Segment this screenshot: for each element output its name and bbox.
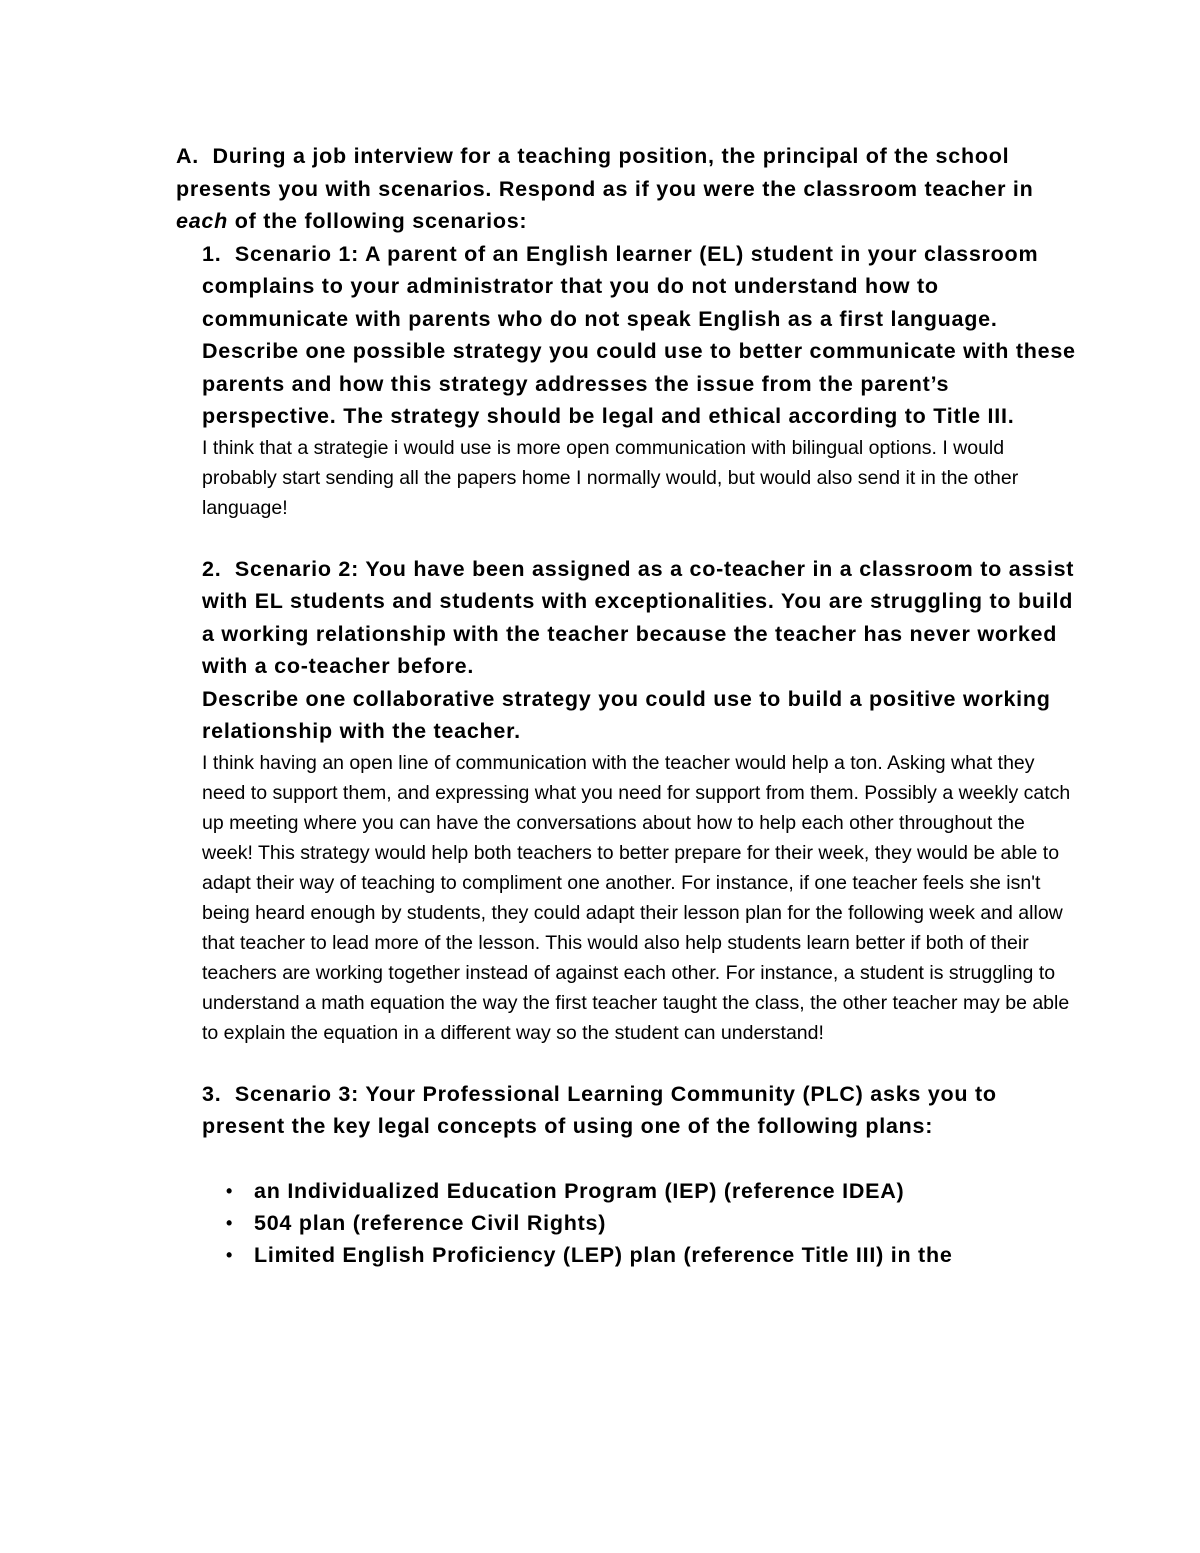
scenario-3 [202, 1078, 1076, 1271]
scenario-3-prompt [202, 1078, 1076, 1143]
section-a-intro-part2: of the following scenarios: [228, 209, 528, 233]
scenario-3-prompt-text: Scenario 3: Your Professional Learning Community (PLC) asks you to present the key legal concepts of using one of the following plans: [202, 1081, 997, 1138]
list-item-text: 504 plan (reference Civil Rights) [254, 1210, 607, 1235]
scenario-1 [202, 238, 1076, 523]
section-a-label: A. [176, 144, 199, 168]
scenario-3-number: 3. [202, 1081, 222, 1106]
list-item [224, 1175, 1076, 1207]
section-a-heading [176, 140, 1076, 238]
list-item-text: an Individualized Education Program (IEP) (reference IDEA) [254, 1178, 905, 1203]
list-item [224, 1207, 1076, 1239]
bullet-icon: • [226, 1180, 234, 1201]
plan-list [224, 1175, 1076, 1271]
bullet-icon: • [226, 1244, 234, 1265]
list-item-text: Limited English Proficiency (LEP) plan (reference Title III) in the [254, 1242, 953, 1267]
scenario-2-number: 2. [202, 556, 222, 581]
scenario-1-answer: I think that a strategie i would use is more open communication with bilingual options. I would probably start sending all the papers home I normally would, but would also send it in the other language! [202, 436, 1019, 519]
bullet-icon: • [226, 1212, 234, 1233]
scenario-1-prompt-text: Scenario 1: A parent of an English learner (EL) student in your classroom complains to your administrator that you do not understand how to communicate with parents who do not speak English as a first language. [202, 241, 1039, 331]
document-page [176, 140, 1076, 1271]
scenario-1-number: 1. [202, 241, 222, 266]
spacer [176, 1048, 1076, 1078]
section-a-intro-part1: During a job interview for a teaching position, the principal of the school presents you with scenarios. Respond as if you were the classroom teacher in [176, 144, 1034, 201]
scenario-1-task: Describe one possible strategy you could use to better communicate with these parents and how this strategy addresses the issue from the parent’s perspective. The strategy should be legal and ethical according to Title III. [202, 339, 1076, 428]
scenario-1-prompt [202, 238, 1076, 336]
list-item [224, 1239, 1076, 1271]
scenario-2 [202, 553, 1076, 1048]
spacer [202, 1143, 1076, 1175]
scenario-2-prompt [202, 553, 1076, 683]
scenario-2-answer: I think having an open line of communication with the teacher would help a ton. Asking what they need to support them, and expressing what you need for support from them. Possibly a weekly catch up meeting where you can have the conversations about how to help each other throughout the week! This strategy would help both teachers to better prepare for their week, they would be able to adapt their way of teaching to compliment one another. For instance, if one teacher feels she isn't being heard enough by students, they could adapt their lesson plan for the following week and allow that teacher to lead more of the lesson. This would also help students learn better if both of their teachers are working together instead of against each other. For instance, a student is struggling to understand a math equation the way the first teacher taught the class, the other teacher may be able to explain the equation in a different way so the student can understand! [202, 751, 1071, 1044]
scenario-2-prompt-text: Scenario 2: You have been assigned as a co-teacher in a classroom to assist with EL students and students with exceptionalities. You are struggling to build a working relationship with the teacher because the teacher has never worked with a co-teacher before. [202, 556, 1075, 678]
scenario-2-task: Describe one collaborative strategy you could use to build a positive working relationship with the teacher. [202, 686, 1051, 743]
spacer [176, 523, 1076, 553]
section-a-intro-emphasis: each [176, 209, 229, 233]
